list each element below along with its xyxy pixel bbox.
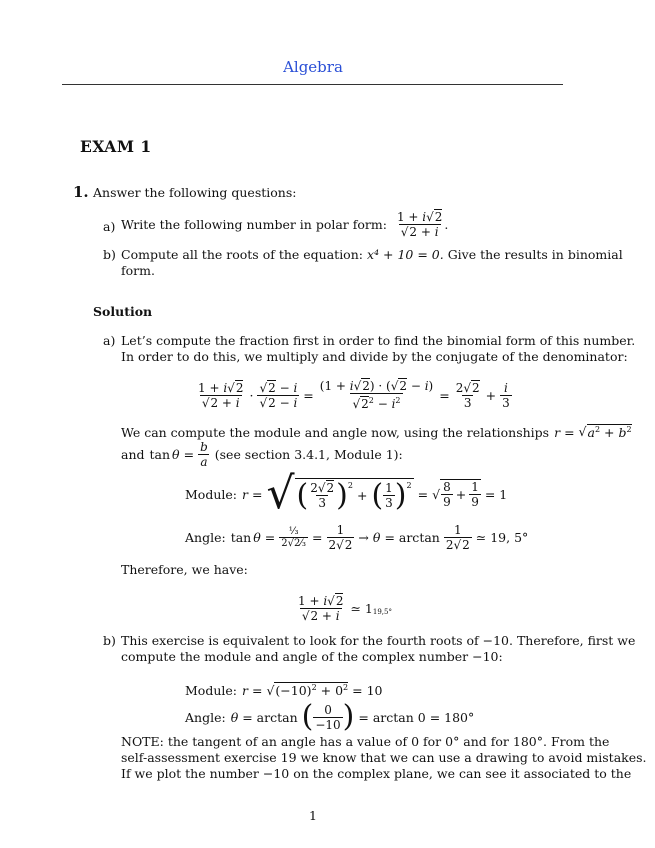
question-a-label: a)	[103, 219, 116, 234]
tan-relationship-line: and tan θ = $\frac{b}{a}$ (see section 3.4.1, Module 1):	[121, 439, 403, 469]
module-relationship-line: We can compute the module and angle now, using the relationships r = $√a^2 + b^2$	[121, 424, 632, 440]
b-angle-equation: Angle: θ = arctan ( $\frac{0}{-10}$ ) = arctan 0 = 180°	[185, 699, 475, 734]
conjugate-equation: $\frac{1 + i√2}{√2 + i}$ · $\frac{√2 - i}{√2 - i}$ = $\frac{(1 + i√2) \cdot (√2 - i)}{√2^2 - i^2}$ = $\frac{2√2}{3}$ + $\frac{i}{3}$	[198, 379, 510, 411]
b-module-value: = 10	[352, 682, 383, 698]
angle-value: ≃ 19, 5°	[475, 529, 529, 545]
question-b-line2: form.	[121, 263, 155, 278]
equation: x⁴ + 10 = 0.	[366, 247, 444, 262]
result-value: ≃ 1	[350, 600, 373, 616]
therefore-text: Therefore, we have:	[121, 562, 248, 577]
angle-label: Angle:	[185, 529, 226, 545]
question-b-label: b)	[103, 247, 116, 262]
module-equation: Module: r = √ ( $\frac{2√2}{3}$ ) $^2$ + ( $\frac{1}{3}$ ) $^2$ = √ $\frac{8}{9}$ + $\frac{1}{9}$ = 1	[185, 468, 508, 519]
note-line2: self-assessment exercise 19 we know that we can use a drawing to avoid mistakes.	[121, 750, 647, 765]
solution-heading: Solution	[93, 304, 153, 319]
solution-a-label: a)	[103, 333, 116, 348]
note-line3: If we plot the number −10 on the complex plane, we can see it associated to the	[121, 766, 632, 781]
note-line1: NOTE: the tangent of an angle has a value of 0 for 0° and for 180°. From the	[121, 734, 610, 749]
header-rule	[62, 84, 563, 85]
angle-equation: Angle: tan θ = $\frac{\text{¹⁄₃}}{\text{2√2⁄₃}}$ = $\frac{1}{2√2}$ → θ = arctan $\frac{1}{2√2}$ ≃ 19, 5°	[185, 522, 529, 552]
solution-a-line1: Let’s compute the fraction first in order to find the binomial form of this number.	[121, 333, 636, 348]
module-label: Module:	[185, 486, 237, 502]
solution-b-line1: This exercise is equivalent to look for the fourth roots of −10. Therefore, first we	[121, 633, 636, 648]
polar-fraction: $\frac{1 + i√2}{√2 + i}$	[396, 209, 443, 239]
solution-a-line2: In order to do this, we multiply and divide by the conjugate of the denominator:	[121, 349, 628, 364]
question-a-text: Write the following number in polar form:	[121, 216, 387, 232]
page-number: 1	[309, 808, 317, 823]
polar-result: $\frac{1 + i√2}{√2 + i}$ ≃ 1 $_{19,5^\circ}$	[298, 593, 392, 623]
question-a-line: Write the following number in polar form: $\frac{1 + i√2}{√2 + i}$ .	[121, 209, 449, 239]
page-header-title: Algebra	[283, 58, 343, 76]
result-subscript: 19,5°	[372, 608, 392, 616]
exam-title: EXAM 1	[80, 137, 152, 156]
question-b-line: Compute all the roots of the equation: x⁴ + 10 = 0. Give the results in binomial	[121, 247, 623, 262]
question-prompt: Answer the following questions:	[93, 185, 297, 200]
solution-b-label: b)	[103, 633, 116, 648]
b-angle-value: = arctan 0 = 180°	[358, 709, 475, 725]
question-number: 1.	[73, 183, 89, 201]
solution-b-line2: compute the module and angle of the complex number −10:	[121, 649, 503, 664]
b-module-equation: Module: r = √ $(-10)^2 + 0^2$ = 10	[185, 682, 383, 699]
